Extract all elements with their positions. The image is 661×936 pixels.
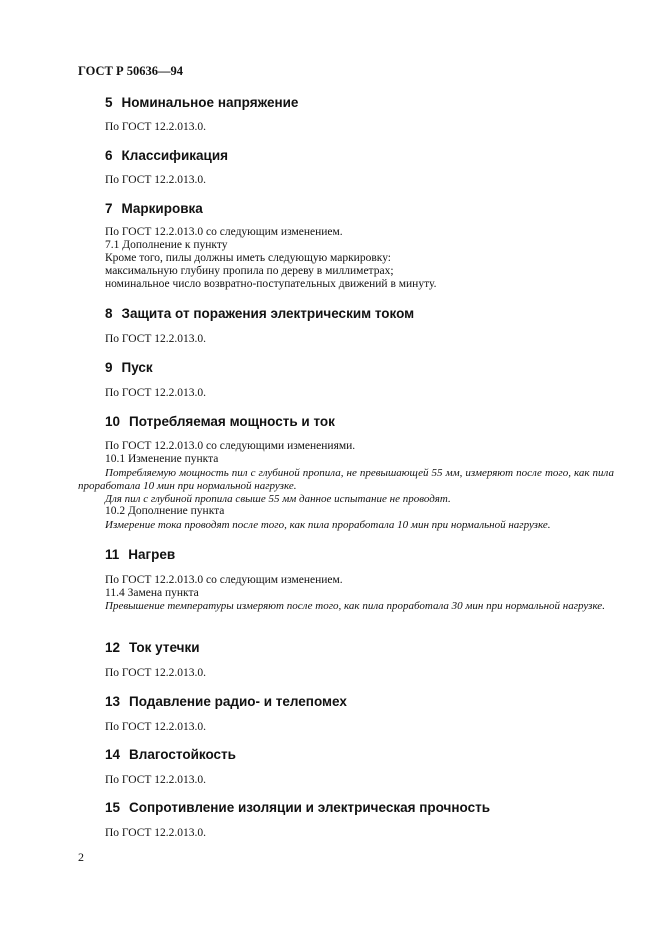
section-title: Классификация (121, 148, 229, 163)
section-text: По ГОСТ 12.2.013.0. (105, 121, 207, 133)
section-heading-13 (105, 694, 347, 709)
section-heading-12 (105, 640, 200, 655)
section-number: 7 (105, 201, 113, 216)
section-title: Сопротивление изоляции и электрическая прочность (129, 800, 491, 815)
section-title: Номинальное напряжение (121, 95, 299, 110)
italic-paragraph: Измерение тока проводят после того, как пила проработала 10 мин при нормальной нагрузке. (105, 519, 551, 531)
section-text: По ГОСТ 12.2.013.0 со следующими изменениями. (105, 440, 356, 452)
section-title: Нагрев (128, 547, 176, 562)
section-text: По ГОСТ 12.2.013.0. (105, 667, 207, 679)
section-title: Защита от поражения электрическим током (121, 306, 415, 321)
section-heading-10 (105, 414, 335, 429)
italic-paragraph: Для пил с глубиной пропила свыше 55 мм данное испытание не проводят. (105, 493, 451, 505)
section-number: 11 (105, 547, 120, 562)
section-heading-5 (105, 95, 298, 110)
section-number: 5 (105, 95, 113, 110)
document-header: ГОСТ Р 50636—94 (78, 64, 184, 78)
section-text: По ГОСТ 12.2.013.0. (105, 333, 207, 345)
section-title: Маркировка (121, 201, 203, 216)
section-heading-7 (105, 201, 203, 216)
section-number: 15 (105, 800, 121, 815)
section-number: 8 (105, 306, 113, 321)
section-text: По ГОСТ 12.2.013.0. (105, 774, 207, 786)
section-heading-14 (105, 747, 236, 762)
subsection-label: 10.1 Изменение пункта (105, 453, 219, 465)
section-text: По ГОСТ 12.2.013.0. (105, 827, 207, 839)
subsection-label: 11.4 Замена пункта (105, 587, 199, 599)
subsection-label: 10.2 Дополнение пункта (105, 505, 225, 517)
section-text: По ГОСТ 12.2.013.0 со следующим изменением. (105, 574, 343, 586)
page-number: 2 (78, 850, 84, 864)
section-text: По ГОСТ 12.2.013.0. (105, 387, 207, 399)
section-heading-15 (105, 800, 490, 815)
section-number: 10 (105, 414, 121, 429)
section-number: 6 (105, 148, 113, 163)
section-heading-8 (105, 306, 414, 321)
section-text: По ГОСТ 12.2.013.0. (105, 721, 207, 733)
italic-paragraph: Превышение температуры измеряют после того, как пила проработала 30 мин при нормальной нагрузке. (105, 600, 605, 612)
section-heading-6 (105, 148, 228, 163)
italic-paragraph: Потребляемую мощность пил с глубиной пропила, не превышающей 55 мм, измеряют после того, как пила проработала 10 мин при нормальной нагрузке. (78, 467, 614, 492)
section-text: максимальную глубину пропила по дереву в миллиметрах; (105, 265, 394, 277)
section-heading-9 (105, 360, 153, 375)
section-text: Кроме того, пилы должны иметь следующую маркировку: (105, 252, 391, 264)
section-title: Пуск (121, 360, 153, 375)
section-title: Влагостойкость (129, 747, 236, 762)
section-number: 14 (105, 747, 121, 762)
section-number: 13 (105, 694, 121, 709)
section-title: Ток утечки (129, 640, 200, 655)
section-heading-11 (105, 547, 175, 562)
section-text: По ГОСТ 12.2.013.0. (105, 174, 207, 186)
section-text: номинальное число возвратно-поступательных движений в минуту. (105, 278, 437, 290)
section-number: 9 (105, 360, 113, 375)
section-number: 12 (105, 640, 121, 655)
subsection-label: 7.1 Дополнение к пункту (105, 239, 228, 251)
section-text: По ГОСТ 12.2.013.0 со следующим изменением. (105, 226, 343, 238)
section-title: Подавление радио- и телепомех (129, 694, 347, 709)
section-title: Потребляемая мощность и ток (129, 414, 335, 429)
